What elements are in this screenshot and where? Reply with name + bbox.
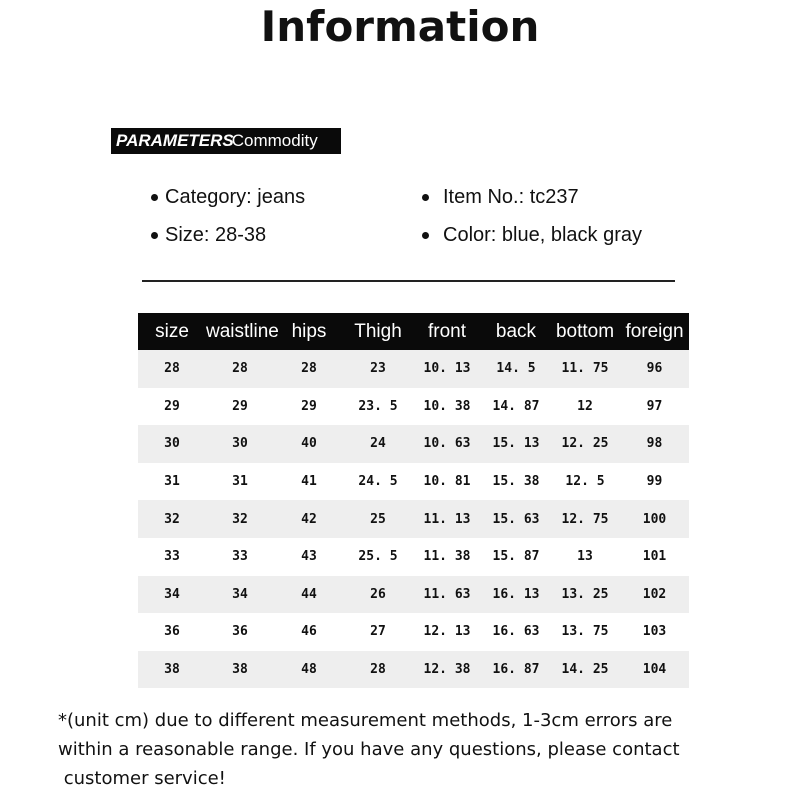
table-cell: 14. 5 [496, 361, 536, 377]
table-cell: 32 [164, 511, 180, 527]
table-cell: 11. 75 [561, 361, 609, 377]
table-cell: 40 [301, 436, 317, 452]
table-cell: 16. 87 [492, 662, 540, 678]
table-cell: 33 [232, 549, 248, 565]
footnote-line-2: within a reasonable range. If you have any questions, please contact [58, 739, 680, 760]
table-cell: 31 [164, 474, 180, 490]
table-cell: 13. 25 [561, 586, 609, 602]
table-cell: 15. 38 [492, 474, 540, 490]
table-cell: 104 [642, 662, 667, 678]
table-cell: 29 [164, 398, 180, 414]
table-cell: 103 [642, 624, 667, 640]
table-cell: 25. 5 [358, 549, 398, 565]
table-cell: 26 [370, 586, 386, 602]
table-cell: 28 [232, 361, 248, 377]
table-cell: 31 [232, 474, 248, 490]
info-category-text: Category: jeans [165, 186, 306, 208]
table-cell: 29 [232, 398, 248, 414]
header-thigh: Thigh [354, 320, 402, 342]
bullet-icon [422, 232, 429, 239]
table-row [138, 500, 689, 538]
info-color [422, 224, 642, 247]
table-cell: 15. 87 [492, 549, 540, 565]
table-cell: 27 [370, 624, 386, 640]
footnote-line-3: customer service! [58, 768, 226, 789]
banner-light-text: Commodity [231, 131, 318, 150]
header-foreign: foreign [625, 320, 684, 342]
table-cell: 16. 63 [492, 624, 540, 640]
table-cell: 101 [642, 549, 667, 565]
table-cell: 38 [232, 662, 248, 678]
table-cell: 33 [164, 549, 180, 565]
info-item-no-text: Item No.: tc237 [443, 186, 579, 208]
table-cell: 32 [232, 511, 248, 527]
table-cell: 13 [577, 549, 593, 565]
table-cell: 23 [370, 361, 386, 377]
table-cell: 34 [232, 586, 248, 602]
bullet-icon [151, 232, 158, 239]
table-cell: 38 [164, 662, 180, 678]
table-cell: 13. 75 [561, 624, 609, 640]
table-cell: 24 [370, 436, 386, 452]
table-cell: 97 [646, 398, 663, 414]
header-back: back [495, 320, 537, 342]
table-cell: 12. 13 [423, 624, 471, 640]
table-header [138, 313, 689, 350]
table-row [138, 425, 689, 463]
table-cell: 12. 75 [561, 511, 609, 527]
info-category [151, 186, 305, 209]
header-size: size [155, 320, 189, 342]
page-title: Information [260, 2, 540, 51]
parameters-banner [111, 128, 341, 154]
table-cell: 16. 13 [492, 586, 540, 602]
table-cell: 48 [301, 662, 317, 678]
measurement-footnote [58, 706, 758, 793]
table-cell: 10. 63 [423, 436, 471, 452]
table-cell: 23. 5 [358, 398, 398, 414]
table-cell: 44 [301, 586, 317, 602]
table-cell: 15. 13 [492, 436, 540, 452]
header-bottom: bottom [555, 320, 615, 342]
table-cell: 10. 13 [423, 361, 471, 377]
table-cell: 43 [301, 549, 317, 565]
table-row [138, 463, 689, 501]
table-row [138, 576, 689, 614]
table-cell: 96 [646, 361, 663, 377]
table-cell: 15. 63 [492, 511, 540, 527]
info-color-text: Color: blue, black gray [443, 224, 642, 246]
info-item-no [422, 186, 579, 209]
table-cell: 28 [301, 361, 317, 377]
banner-strong-text: PARAMETERS [116, 131, 234, 150]
table-cell: 100 [642, 511, 667, 527]
table-cell: 12. 25 [561, 436, 609, 452]
table-row [138, 388, 689, 426]
table-cell: 14. 25 [561, 662, 609, 678]
table-cell: 102 [642, 586, 667, 602]
table-cell: 11. 13 [423, 511, 471, 527]
table-cell: 12. 5 [565, 474, 605, 490]
info-size-text: Size: 28-38 [165, 224, 267, 246]
size-table [138, 313, 689, 688]
table-cell: 24. 5 [358, 474, 398, 490]
table-cell: 10. 38 [423, 398, 471, 414]
info-size [151, 224, 266, 247]
table-cell: 42 [301, 511, 317, 527]
table-cell: 36 [164, 624, 180, 640]
table-cell: 98 [646, 436, 663, 452]
table-cell: 25 [370, 511, 386, 527]
header-hips: hips [291, 320, 327, 342]
table-cell: 99 [646, 474, 663, 490]
table-cell: 29 [301, 398, 317, 414]
table-cell: 14. 87 [492, 398, 540, 414]
table-cell: 34 [164, 586, 180, 602]
table-cell: 28 [164, 361, 180, 377]
table-cell: 36 [232, 624, 248, 640]
table-cell: 12 [577, 398, 593, 414]
section-divider [142, 280, 675, 282]
footnote-line-1: *(unit cm) due to different measurement methods, 1-3cm errors are [58, 710, 673, 731]
table-row [138, 538, 689, 576]
header-waistline: waistline [206, 320, 279, 342]
table-cell: 11. 38 [423, 549, 471, 565]
bullet-icon [422, 194, 429, 201]
table-row [138, 651, 689, 689]
table-row [138, 350, 689, 388]
table-row [138, 613, 689, 651]
header-front: front [427, 320, 467, 342]
table-cell: 28 [370, 662, 386, 678]
table-cell: 30 [164, 436, 180, 452]
table-cell: 41 [301, 474, 317, 490]
bullet-icon [151, 194, 158, 201]
table-cell: 46 [301, 624, 317, 640]
table-cell: 30 [232, 436, 248, 452]
table-cell: 12. 38 [423, 662, 471, 678]
table-cell: 11. 63 [423, 586, 471, 602]
table-cell: 10. 81 [423, 474, 471, 490]
